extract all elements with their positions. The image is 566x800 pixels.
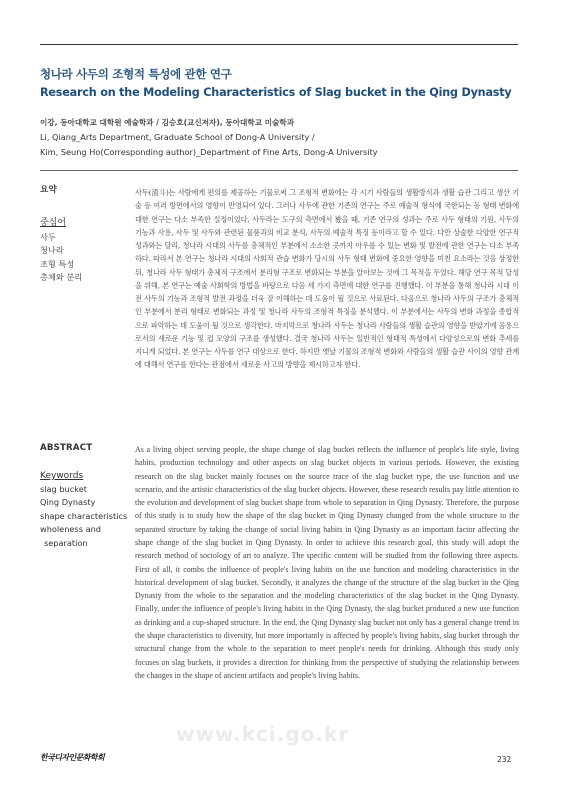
paper-title-english: Research on the Modeling Characteristics of Slag bucket in the Qing Dynasty [40,86,512,99]
keyword-item: 총체와 분리 [40,272,83,283]
author-affiliation-1: Li, Qiang_Arts Department, Graduate School of Dong-A University / [40,132,315,142]
korean-keywords-label: 중심어 [40,218,67,228]
keyword-item: slag bucket [40,484,87,494]
journal-logo: 한국디자인문화학회 [40,752,105,762]
top-rule [40,44,518,45]
author-block [40,115,378,160]
keyword-item: Qing Dynasty [40,497,96,508]
keyword-item: separation [44,537,88,548]
keyword-item: wholeness and [40,524,101,535]
section-divider [40,170,518,171]
korean-abstract-body: 사두(渣斗)는 사람에게 편의를 제공하는 기물로써 그 조형적 변화에는 각 시기 사람들의 생활방식과 생활 습관 그리고 생산 기술 등 여러 방면에서의 영향이 반영되어 있다. 그러나 사두에 관한 기존의 연구는 주로 예술적 형식에 국한되는 등 형태 변화에 대한 연구는 다소 부족한 실정이었다. 사두라는 도구의 측면에서 봤을 때, 기존 연구의 성과는 주로 사두 형태의 기원, 사두의 기능과 사용, 사두 및 사두와 관련된 물품과의 비교 분석, 사두의 예술적 특징 등이라고 할 수 있다. 다만 상술한 다양한 연구적 성과와는 달리, 청나라 시대의 사두를 총체적인 부분에서 소소한 곳까지 아우를 수 있는 변화 및 발전에 관한 연구는 다소 부족하다. 따라서 본 연구는 청나라 시대의 사회적 관습 변화가 당시의 사두 형태 변화에 중요한 영향을 미친 요소라는 것을 상정한 뒤, 청나라 사두 형태가 총체적 구조에서 분리형 구조로 변화되는 부분을 알아보는 것에 그 목적을 두었다. 해당 연구 목적 달성을 위해, 본 연구는 예술 사회학의 방법을 바탕으로 다음 세 가지 측면에 대한 연구를 진행했다. 이 부분을 통해 청나라 시대 이전 사두의 기능과 조형적 발전 과정을 더욱 잘 이해하는 데 도움이 될 것으로 사료된다. 다음으로 청나라 사두의 구조가 총체적인 부분에서 분리 형태로 변화되는 과정 및 청나라 사두의 조형적 특징을 분석했다. 이 부분에서는 사두의 변화 과정을 종합적으로 파악하는 데 도움이 될 것으로 생각한다. 마지막으로 청나라 사두는 청나라 사람들의 생활 습관의 영향을 받았기에 음용으로서의 새로운 기능 및 컵 모양의 구조를 생성했다. 결국 청나라 사두는 일반적인 형태적 특성에서 다양성으로의 변화 추세를 지니게 되었다. 본 연구는 사두를 연구 대상으로 한다. 하지만 옛날 기물의 조형적 변화와 사람들의 생활 습관 사이의 영향 관계에 대해서 연구를 한다는 관점에서 새로운 사고의 방향을 제시하고자 한다. [135,188,519,370]
korean-keyword-list [40,231,130,285]
keyword-item: shape characteristics [40,510,128,521]
korean-sidebar [40,183,130,285]
keyword-item: 사두 [40,232,56,242]
english-sidebar [40,443,130,550]
english-keyword-list [40,483,130,550]
keyword-item: 청나라 [40,245,64,256]
page-number: 232 [497,755,512,764]
authors-korean: 이강, 동아대학교 대학원 예술학과 / 김승호(교신저자), 동아대학교 미술학과 [40,118,295,127]
korean-abstract-heading: 요약 [40,185,58,195]
watermark: www.kci.go.kr [176,722,350,746]
english-keywords-label: Keywords [40,471,84,481]
english-abstract-body: As a living object serving people, the shape change of slag bucket reflects the influence of people's life style, living habits, production technology and other aspects on slag bucket objects in various periods. However, the existing research on the slag bucket mainly focuses on the source trace of the slag bucket type, the use function and use scenario, and the artistic characteristics of the slag bucket objects. However, these research results pay little attention to the evolution and development of slag bucket shape from whole to separation in Qing Dynasty. Therefore, the purpose of this study is to study how the shape of the slag bucket in Qing Dynasty changed from the whole structure to the separated structure by taking the change of social living habits in Qing Dynasty as an important factor affecting the shape change of the slag bucket in Qing Dynasty. In order to achieve this research goal, this study will adopt the research method of sociology of art to analyze. The specific content will be studied from the following three aspects. First of all, it combs the influence of people's living habits on the use function and modeling characteristics in the historical development of slag bucket. Secondly, it analyzes the change of the structure of the slag bucket in the Qing Dynasty from the whole to the separation and the modeling characteristics of the slag bucket in the Qing Dynasty. Finally, under the influence of people's living habits in the Qing Dynasty, the slag bucket produced a new use function as drinking and a cup-shaped structure. In the end, the Qing Dynasty slag bucket not only has a general change trend in the shape characteristics to diversity, but more importantly is affected by people's living habits, slag bucket through the structural change from the whole to the separation to meet people's needs for drinking. Although this study only focuses on slag buckets, it provides a direction for thinking from the perspective of studying the relationship between the changes in the shape of ancient artifacts and people's living habits. [135,445,519,680]
keyword-item: 조형 특성 [40,258,75,269]
english-abstract-heading: ABSTRACT [40,443,93,453]
paper-title-korean: 청나라 사두의 조형적 특성에 관한 연구 [40,67,232,81]
author-affiliation-2: Kim, Seung Ho(Corresponding author)_Department of Fine Arts, Dong-A University [40,147,378,157]
